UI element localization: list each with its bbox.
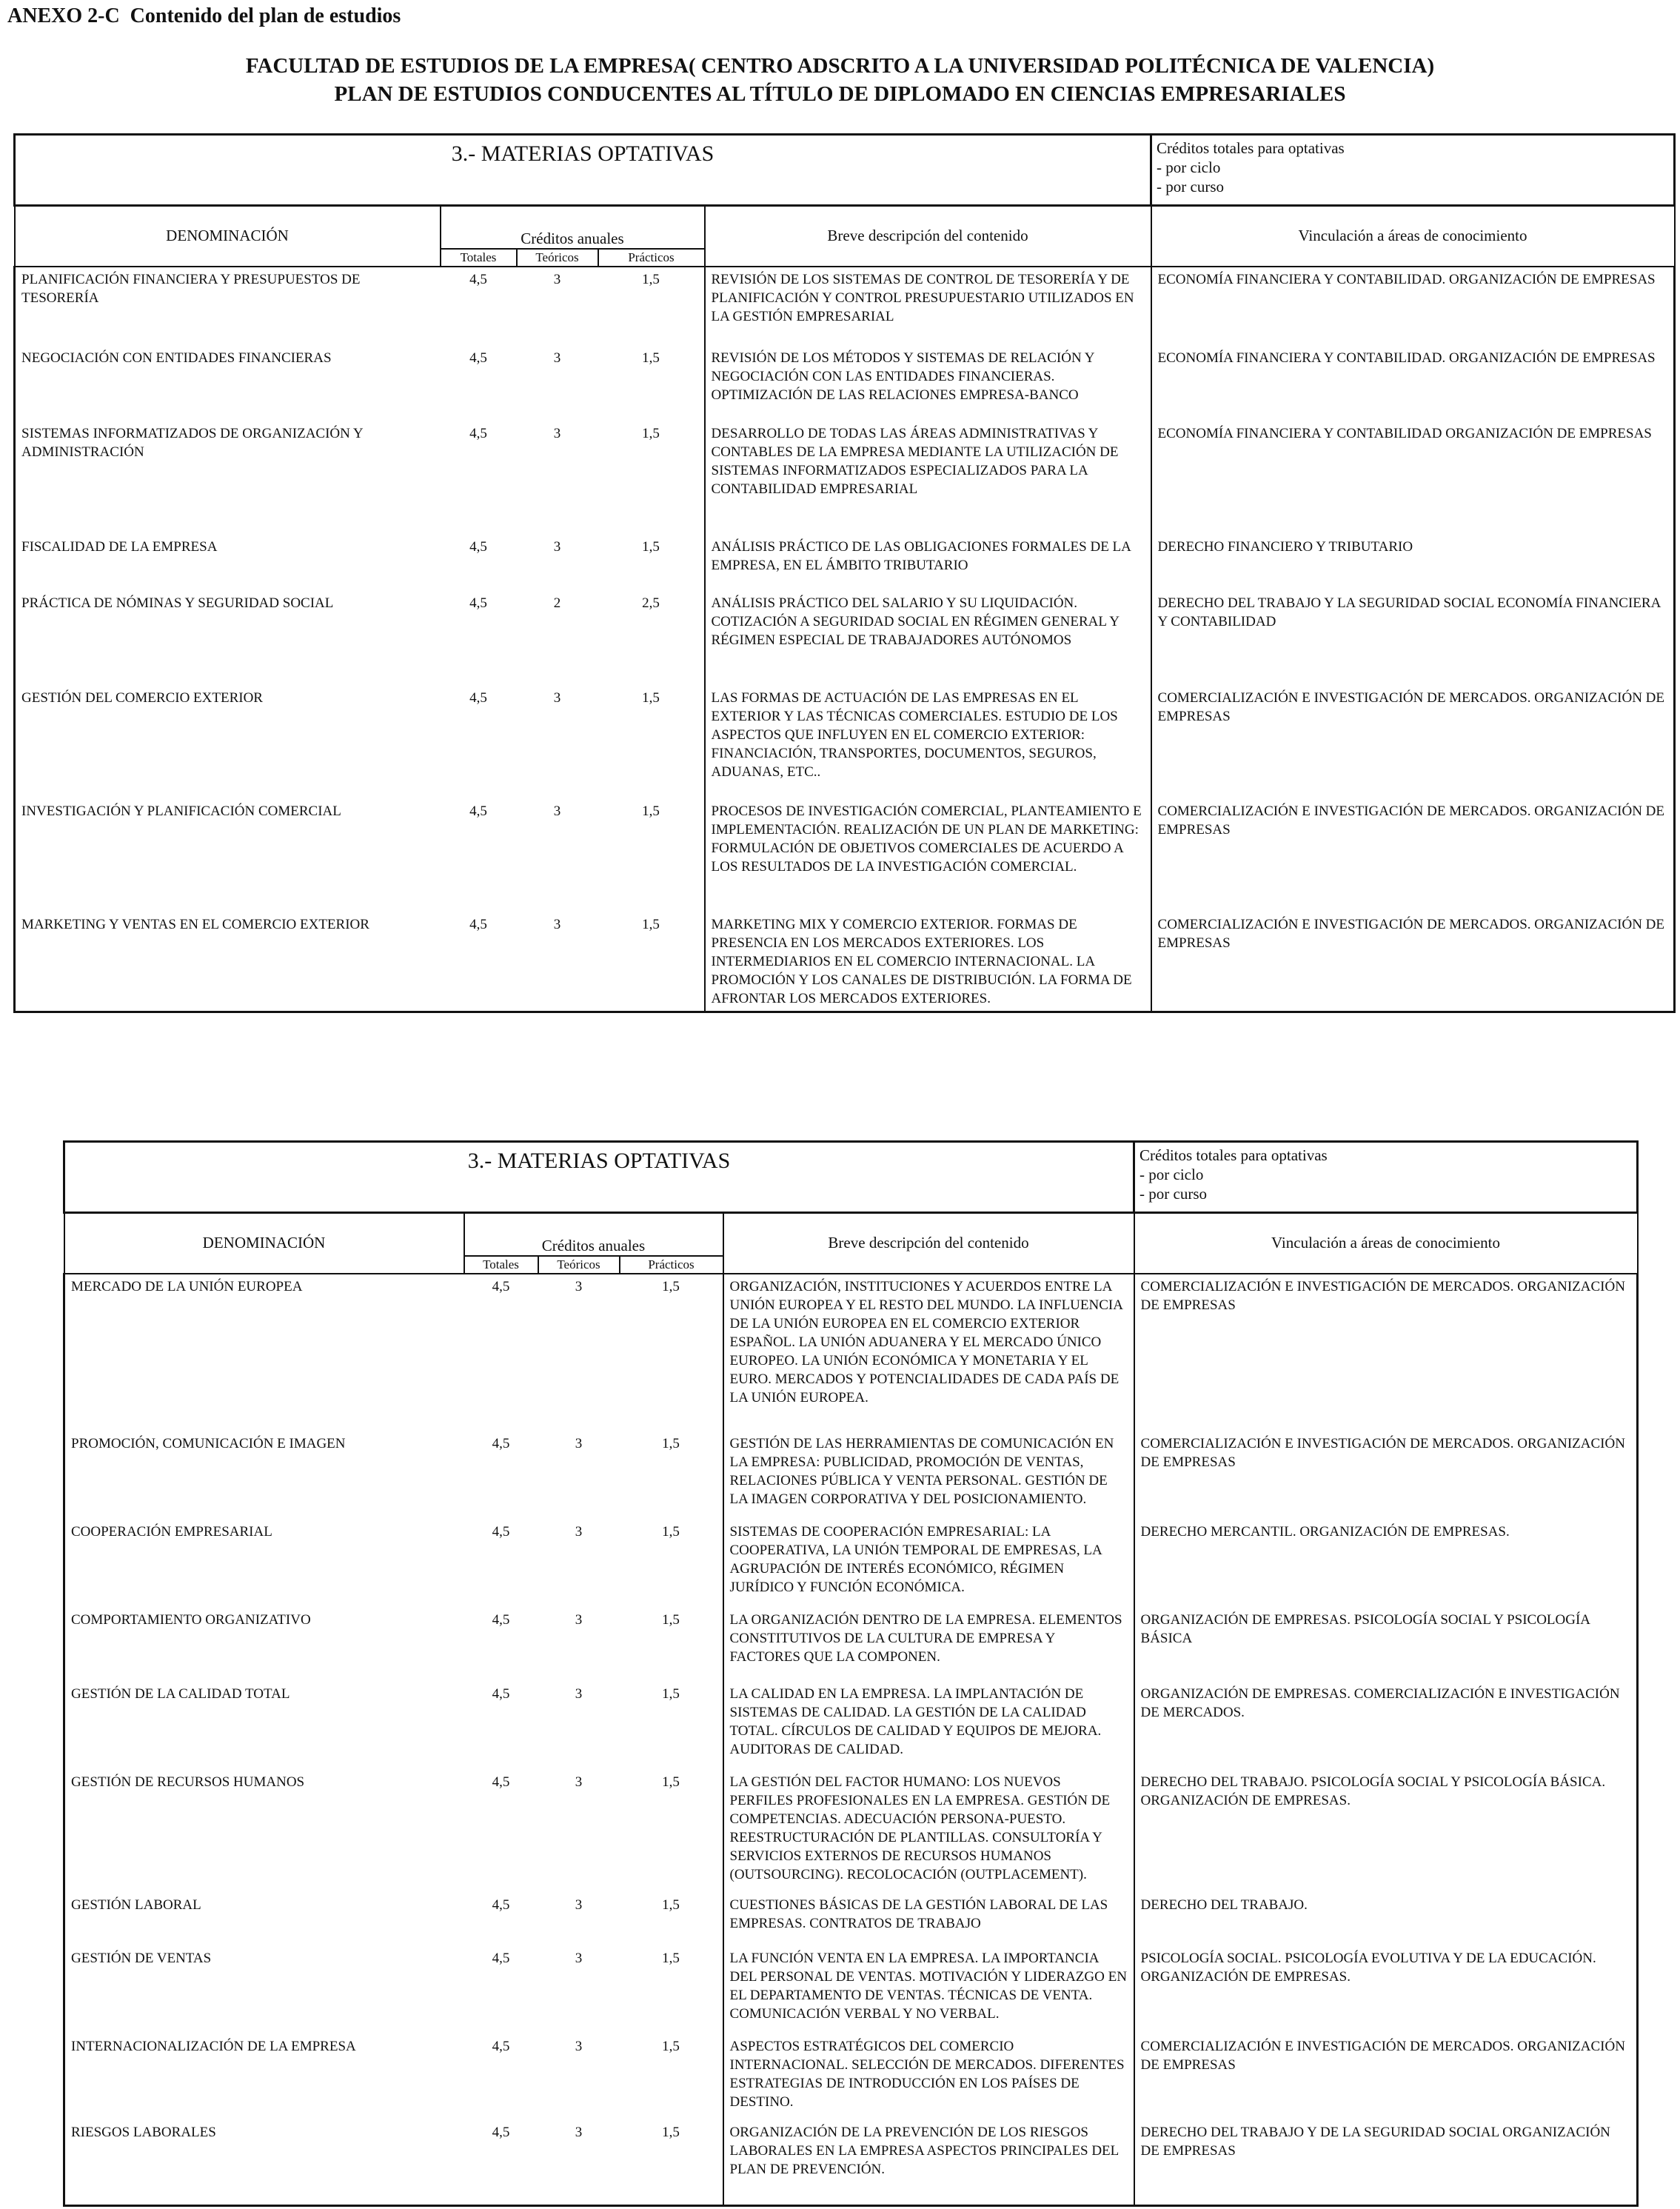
knowledge-areas: DERECHO FINANCIERO Y TRIBUTARIO <box>1151 535 1675 591</box>
subject-name: INTERNACIONALIZACIÓN DE LA EMPRESA <box>64 2034 464 2120</box>
subject-name: MERCADO DE LA UNIÓN EUROPEA <box>64 1274 464 1431</box>
content-description: DESARROLLO DE TODAS LAS ÁREAS ADMINISTRATIVAS Y CONTABLES DE LA EMPRESA MEDIANTE LA UTILIZACIÓN DE SISTEMAS INFORMATIZADOS ESPECIALIZADOS PARA LA CONTABILIDAD EMPRESARIAL <box>705 421 1151 535</box>
content-description: LA FUNCIÓN VENTA EN LA EMPRESA. LA IMPORTANCIA DEL PERSONAL DE VENTAS. MOTIVACIÓN Y LIDERAZGO EN EL DEPARTAMENTO DE VENTAS. TÉCNICAS DE VENTA. COMUNICACIÓN VERBAL Y NO VERBAL. <box>723 1946 1134 2034</box>
content-description: ORGANIZACIÓN DE LA PREVENCIÓN DE LOS RIESGOS LABORALES EN LA EMPRESA ASPECTOS PRINCIPALES DEL PLAN DE PREVENCIÓN. <box>723 2120 1134 2206</box>
credits-theory: 3 <box>553 271 561 287</box>
table-2-body <box>64 1274 1638 2206</box>
faculty-title: FACULTAD DE ESTUDIOS DE LA EMPRESA( CENTRO ADSCRITO A LA UNIVERSIDAD POLITÉCNICA DE VALENCIA) <box>245 54 1435 78</box>
credits-total: 4,5 <box>492 1774 510 1790</box>
credits-practice: 1,5 <box>662 1685 680 1702</box>
knowledge-areas: COMERCIALIZACIÓN E INVESTIGACIÓN DE MERCADOS. ORGANIZACIÓN DE EMPRESAS <box>1151 912 1675 1012</box>
subject-name: INVESTIGACIÓN Y PLANIFICACIÓN COMERCIAL <box>15 799 441 912</box>
credits-total: 4,5 <box>469 350 487 366</box>
col-header-desc: Breve descripción del contenido <box>723 1213 1134 1274</box>
credits-total: 4,5 <box>469 271 487 287</box>
content-description: SISTEMAS DE COOPERACIÓN EMPRESARIAL: LA COOPERATIVA, LA UNIÓN TEMPORAL DE EMPRESAS, LA AGRUPACIÓN DE INTERÉS ECONÓMICO, RÉGIMEN JURÍDICO Y FUNCIÓN ECONÓMICA. <box>723 1520 1134 1608</box>
credits-per-course: - por curso <box>1139 1185 1207 1203</box>
credits-practice: 1,5 <box>642 271 660 287</box>
credits-theory: 3 <box>553 425 561 441</box>
content-description: REVISIÓN DE LOS SISTEMAS DE CONTROL DE TESORERÍA Y DE PLANIFICACIÓN Y CONTROL PRESUPUESTARIO UTILIZADOS EN LA GESTIÓN EMPRESARIAL <box>705 267 1151 346</box>
table-row <box>15 267 1675 346</box>
subject-name: GESTIÓN DEL COMERCIO EXTERIOR <box>15 686 441 799</box>
col-header-practice: Prácticos <box>598 249 705 267</box>
credits-theory: 3 <box>575 2038 583 2054</box>
knowledge-areas: ORGANIZACIÓN DE EMPRESAS. PSICOLOGÍA SOCIAL Y PSICOLOGÍA BÁSICA <box>1134 1608 1638 1682</box>
content-description: ANÁLISIS PRÁCTICO DE LAS OBLIGACIONES FORMALES DE LA EMPRESA, EN EL ÁMBITO TRIBUTARIO <box>705 535 1151 591</box>
credits-practice: 1,5 <box>642 803 660 819</box>
credits-total: 4,5 <box>464 2120 538 2206</box>
content-description: ASPECTOS ESTRATÉGICOS DEL COMERCIO INTERNACIONAL. SELECCIÓN DE MERCADOS. DIFERENTES ESTRATEGIAS DE INTRODUCCIÓN EN LOS PAÍSES DE DESTINO. <box>723 2034 1134 2120</box>
subject-name: GESTIÓN DE RECURSOS HUMANOS <box>64 1770 464 1893</box>
credits-practice: 1,5 <box>662 1774 680 1790</box>
knowledge-areas: ECONOMÍA FINANCIERA Y CONTABILIDAD. ORGANIZACIÓN DE EMPRESAS <box>1151 267 1675 346</box>
knowledge-areas: ECONOMÍA FINANCIERA Y CONTABILIDAD. ORGANIZACIÓN DE EMPRESAS <box>1151 346 1675 421</box>
knowledge-areas: DERECHO DEL TRABAJO Y DE LA SEGURIDAD SOCIAL ORGANIZACIÓN DE EMPRESAS <box>1134 2120 1638 2206</box>
content-description: LA ORGANIZACIÓN DENTRO DE LA EMPRESA. ELEMENTOS CONSTITUTIVOS DE LA CULTURA DE EMPRESA Y FACTORES QUE LA COMPONEN. <box>723 1608 1134 1682</box>
credits-per-cycle: - por ciclo <box>1157 158 1221 176</box>
credits-total: 4,5 <box>469 689 487 706</box>
subject-name: RIESGOS LABORALES <box>64 2120 464 2206</box>
knowledge-areas: PSICOLOGÍA SOCIAL. PSICOLOGÍA EVOLUTIVA Y DE LA EDUCACIÓN. ORGANIZACIÓN DE EMPRESAS. <box>1134 1946 1638 2034</box>
credits-theory: 3 <box>553 803 561 819</box>
credits-practice: 1,5 <box>598 912 705 1012</box>
credits-practice: 1,5 <box>662 1278 680 1294</box>
plan-title: PLAN DE ESTUDIOS CONDUCENTES AL TÍTULO DE DIPLOMADO EN CIENCIAS EMPRESARIALES <box>334 82 1346 106</box>
credits-theory: 3 <box>517 912 598 1012</box>
table-row <box>64 1431 1638 1520</box>
credits-title: Créditos totales para optativas <box>1157 139 1345 157</box>
table-row <box>64 1274 1638 1431</box>
credits-theory: 3 <box>575 1278 583 1294</box>
credits-practice: 1,5 <box>662 1896 680 1913</box>
table-row <box>15 535 1675 591</box>
credits-total: 4,5 <box>492 1950 510 1966</box>
credits-total: 4,5 <box>492 1523 510 1540</box>
credits-total: 4,5 <box>492 1896 510 1913</box>
credits-total: 4,5 <box>469 803 487 819</box>
table-row <box>64 1608 1638 1682</box>
table-row <box>64 1770 1638 1893</box>
col-header-areas: Vinculación a áreas de conocimiento <box>1151 206 1675 267</box>
col-header-theory: Teóricos <box>538 1256 620 1274</box>
annex-code: ANEXO 2-C <box>7 4 120 27</box>
table-row <box>15 912 1675 1012</box>
content-description: PROCESOS DE INVESTIGACIÓN COMERCIAL, PLANTEAMIENTO E IMPLEMENTACIÓN. REALIZACIÓN DE UN PLAN DE MARKETING: FORMULACIÓN DE OBJETIVOS COMERCIALES DE ACUERDO A LOS RESULTADOS DE LA INVESTIGACIÓN COMERCIAL. <box>705 799 1151 912</box>
credits-total: 4,5 <box>492 1685 510 1702</box>
optional-subjects-table-1 <box>13 133 1676 1013</box>
table-row <box>64 1682 1638 1770</box>
table-row <box>15 346 1675 421</box>
knowledge-areas: COMERCIALIZACIÓN E INVESTIGACIÓN DE MERCADOS. ORGANIZACIÓN DE EMPRESAS <box>1134 1274 1638 1431</box>
subject-name: FISCALIDAD DE LA EMPRESA <box>15 535 441 591</box>
credits-box <box>1134 1142 1638 1213</box>
col-header-credits: Créditos anuales <box>441 206 705 249</box>
credits-total: 4,5 <box>441 912 517 1012</box>
knowledge-areas: DERECHO DEL TRABAJO Y LA SEGURIDAD SOCIAL ECONOMÍA FINANCIERA Y CONTABILIDAD <box>1151 591 1675 686</box>
col-header-areas: Vinculación a áreas de conocimiento <box>1134 1213 1638 1274</box>
knowledge-areas: DERECHO DEL TRABAJO. PSICOLOGÍA SOCIAL Y PSICOLOGÍA BÁSICA. ORGANIZACIÓN DE EMPRESAS. <box>1134 1770 1638 1893</box>
credits-theory: 3 <box>553 538 561 555</box>
table-caption: 3.- MATERIAS OPTATIVAS <box>15 135 1151 206</box>
subject-name: COMPORTAMIENTO ORGANIZATIVO <box>64 1608 464 1682</box>
content-description: ANÁLISIS PRÁCTICO DEL SALARIO Y SU LIQUIDACIÓN. COTIZACIÓN A SEGURIDAD SOCIAL EN RÉGIMEN GENERAL Y RÉGIMEN ESPECIAL DE TRABAJADORES AUTÓNOMOS <box>705 591 1151 686</box>
credits-theory: 3 <box>575 1896 583 1913</box>
subject-name: PRÁCTICA DE NÓMINAS Y SEGURIDAD SOCIAL <box>15 591 441 686</box>
content-description: REVISIÓN DE LOS MÉTODOS Y SISTEMAS DE RELACIÓN Y NEGOCIACIÓN CON LAS ENTIDADES FINANCIERAS. OPTIMIZACIÓN DE LAS RELACIONES EMPRESA-BANCO <box>705 346 1151 421</box>
col-header-name: DENOMINACIÓN <box>15 206 441 267</box>
knowledge-areas: COMERCIALIZACIÓN E INVESTIGACIÓN DE MERCADOS. ORGANIZACIÓN DE EMPRESAS <box>1151 686 1675 799</box>
credits-practice: 1,5 <box>662 2038 680 2054</box>
credits-total: 4,5 <box>469 538 487 555</box>
credits-total: 4,5 <box>492 2038 510 2054</box>
credits-total: 4,5 <box>492 1278 510 1294</box>
table-row <box>15 686 1675 799</box>
knowledge-areas: DERECHO DEL TRABAJO. <box>1134 1893 1638 1946</box>
credits-per-course: - por curso <box>1157 178 1224 195</box>
table-row <box>64 1520 1638 1608</box>
subject-name: PLANIFICACIÓN FINANCIERA Y PRESUPUESTOS DE TESORERÍA <box>15 267 441 346</box>
credits-total: 4,5 <box>469 425 487 441</box>
table-1-body <box>15 267 1675 1012</box>
content-description: ORGANIZACIÓN, INSTITUCIONES Y ACUERDOS ENTRE LA UNIÓN EUROPEA Y EL RESTO DEL MUNDO. LA INFLUENCIA DE LA UNIÓN EUROPEA EN EL COMERCIO EXTERIOR ESPAÑOL. LA UNIÓN ADUANERA Y EL MERCADO ÚNICO EUROPEO. LA UNIÓN ECONÓMICA Y MONETARIA Y EL EURO. MERCADOS Y POTENCIALIDADES DE CADA PAÍS DE LA UNIÓN EUROPEA. <box>723 1274 1134 1431</box>
credits-practice: 1,5 <box>642 425 660 441</box>
credits-theory: 3 <box>553 350 561 366</box>
table-row <box>15 421 1675 535</box>
credits-practice: 1,5 <box>642 689 660 706</box>
subject-name: GESTIÓN DE LA CALIDAD TOTAL <box>64 1682 464 1770</box>
credits-practice: 1,5 <box>642 538 660 555</box>
table-row <box>64 1946 1638 2034</box>
credits-practice: 1,5 <box>662 1523 680 1540</box>
col-header-desc: Breve descripción del contenido <box>705 206 1151 267</box>
knowledge-areas: DERECHO MERCANTIL. ORGANIZACIÓN DE EMPRESAS. <box>1134 1520 1638 1608</box>
annex-title: Contenido del plan de estudios <box>130 4 401 27</box>
credits-theory: 3 <box>575 1774 583 1790</box>
content-description: MARKETING MIX Y COMERCIO EXTERIOR. FORMAS DE PRESENCIA EN LOS MERCADOS EXTERIORES. LOS INTERMEDIARIOS EN EL COMERCIO INTERNACIONAL. LA PROMOCIÓN Y LOS CANALES DE DISTRIBUCIÓN. LA FORMA DE AFRONTAR LOS MERCADOS EXTERIORES. <box>705 912 1151 1012</box>
col-header-theory: Teóricos <box>517 249 598 267</box>
table-row <box>64 2120 1638 2206</box>
table-row <box>15 591 1675 686</box>
subject-name: NEGOCIACIÓN CON ENTIDADES FINANCIERAS <box>15 346 441 421</box>
table-row <box>64 2034 1638 2120</box>
credits-practice: 1,5 <box>662 1950 680 1966</box>
subject-name: COOPERACIÓN EMPRESARIAL <box>64 1520 464 1608</box>
credits-practice: 1,5 <box>662 1611 680 1628</box>
subject-name: MARKETING Y VENTAS EN EL COMERCIO EXTERIOR <box>15 912 441 1012</box>
knowledge-areas: ORGANIZACIÓN DE EMPRESAS. COMERCIALIZACIÓN E INVESTIGACIÓN DE MERCADOS. <box>1134 1682 1638 1770</box>
subject-name: GESTIÓN LABORAL <box>64 1893 464 1946</box>
table-row <box>64 1893 1638 1946</box>
content-description: GESTIÓN DE LAS HERRAMIENTAS DE COMUNICACIÓN EN LA EMPRESA: PUBLICIDAD, PROMOCIÓN DE VENTAS, RELACIONES PÚBLICA Y VENTA PERSONAL. GESTIÓN DE LA IMAGEN CORPORATIVA Y DEL POSICIONAMIENTO. <box>723 1431 1134 1520</box>
table-row <box>15 799 1675 912</box>
content-description: LAS FORMAS DE ACTUACIÓN DE LAS EMPRESAS EN EL EXTERIOR Y LAS TÉCNICAS COMERCIALES. ESTUDIO DE LOS ASPECTOS QUE INFLUYEN EN EL COMERCIO EXTERIOR: FINANCIACIÓN, TRANSPORTES, DOCUMENTOS, SEGUROS, ADUANAS, ETC.. <box>705 686 1151 799</box>
content-description: CUESTIONES BÁSICAS DE LA GESTIÓN LABORAL DE LAS EMPRESAS. CONTRATOS DE TRABAJO <box>723 1893 1134 1946</box>
table-caption: 3.- MATERIAS OPTATIVAS <box>64 1142 1134 1213</box>
col-header-practice: Prácticos <box>620 1256 723 1274</box>
knowledge-areas: COMERCIALIZACIÓN E INVESTIGACIÓN DE MERCADOS. ORGANIZACIÓN DE EMPRESAS <box>1151 799 1675 912</box>
content-description: LA CALIDAD EN LA EMPRESA. LA IMPLANTACIÓN DE SISTEMAS DE CALIDAD. LA GESTIÓN DE LA CALIDAD TOTAL. CÍRCULOS DE CALIDAD Y EQUIPOS DE MEJORA. AUDITORAS DE CALIDAD. <box>723 1682 1134 1770</box>
content-description: LA GESTIÓN DEL FACTOR HUMANO: LOS NUEVOS PERFILES PROFESIONALES EN LA EMPRESA. GESTIÓN DE COMPETENCIAS. ADECUACIÓN PERSONA-PUESTO. REESTRUCTURACIÓN DE PLANTILLAS. CONSULTORÍA Y SERVICIOS EXTERNOS DE RECURSOS HUMANOS (OUTSOURCING). RECOLOCACIÓN (OUTPLACEMENT). <box>723 1770 1134 1893</box>
credits-title: Créditos totales para optativas <box>1139 1146 1328 1164</box>
credits-theory: 3 <box>575 1950 583 1966</box>
credits-total: 4,5 <box>492 1435 510 1451</box>
document-titles <box>0 52 1680 108</box>
credits-per-cycle: - por ciclo <box>1139 1166 1204 1183</box>
col-header-total: Totales <box>441 249 517 267</box>
credits-theory: 3 <box>575 1435 583 1451</box>
subject-name: GESTIÓN DE VENTAS <box>64 1946 464 2034</box>
credits-theory: 3 <box>538 2120 620 2206</box>
knowledge-areas: COMERCIALIZACIÓN E INVESTIGACIÓN DE MERCADOS. ORGANIZACIÓN DE EMPRESAS <box>1134 1431 1638 1520</box>
credits-practice: 1,5 <box>642 350 660 366</box>
credits-practice: 2,5 <box>642 595 660 611</box>
annex-heading <box>7 4 401 28</box>
knowledge-areas: COMERCIALIZACIÓN E INVESTIGACIÓN DE MERCADOS. ORGANIZACIÓN DE EMPRESAS <box>1134 2034 1638 2120</box>
knowledge-areas: ECONOMÍA FINANCIERA Y CONTABILIDAD ORGANIZACIÓN DE EMPRESAS <box>1151 421 1675 535</box>
optional-subjects-table-2 <box>63 1140 1639 2207</box>
credits-total: 4,5 <box>492 1611 510 1628</box>
credits-practice: 1,5 <box>662 1435 680 1451</box>
col-header-total: Totales <box>464 1256 538 1274</box>
credits-theory: 3 <box>553 689 561 706</box>
credits-box <box>1151 135 1675 206</box>
col-header-credits: Créditos anuales <box>464 1213 723 1256</box>
credits-theory: 3 <box>575 1523 583 1540</box>
credits-practice: 1,5 <box>620 2120 723 2206</box>
subject-name: SISTEMAS INFORMATIZADOS DE ORGANIZACIÓN Y ADMINISTRACIÓN <box>15 421 441 535</box>
subject-name: PROMOCIÓN, COMUNICACIÓN E IMAGEN <box>64 1431 464 1520</box>
credits-theory: 2 <box>553 595 561 611</box>
credits-theory: 3 <box>575 1685 583 1702</box>
credits-theory: 3 <box>575 1611 583 1628</box>
credits-total: 4,5 <box>469 595 487 611</box>
col-header-name: DENOMINACIÓN <box>64 1213 464 1274</box>
